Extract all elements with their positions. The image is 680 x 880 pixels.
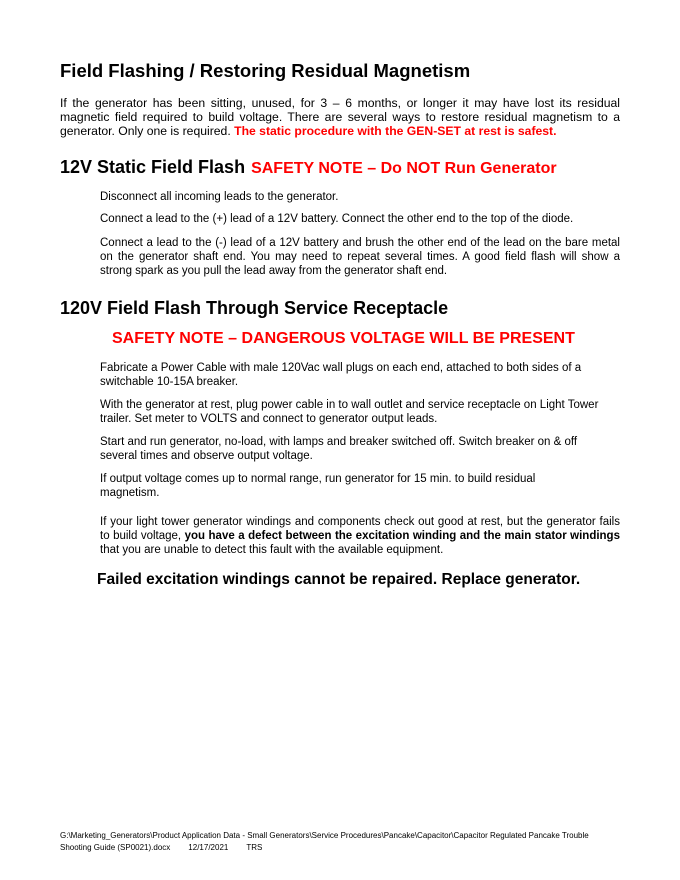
page-title: Field Flashing / Restoring Residual Magnetism xyxy=(60,60,471,81)
step-120v-4: If output voltage comes up to normal range, run generator for 15 min. to build residual magnetism. xyxy=(100,473,536,499)
intro-text: If the generator has been sitting, unused, for 3 – 6 months, or longer it may have lost its residual magnetic field required to build voltage. There are several ways to restore residual magnetism to a generator. Only one is required. xyxy=(60,96,620,138)
section-heading-120v: 120V Field Flash Through Service Receptacle xyxy=(60,298,449,318)
intro-highlight: The static procedure with the GEN-SET at rest is safest. xyxy=(234,124,557,138)
footer-date: 12/17/2021 xyxy=(188,843,229,852)
conclusion: Failed excitation windings cannot be repaired. Replace generator. xyxy=(97,571,581,588)
section-heading-12v-text: 12V Static Field Flash xyxy=(60,157,246,177)
step-120v-2: With the generator at rest, plug power cable in to wall outlet and service receptacle on Light Tower trailer. Set meter to VOLTS and connect to generator output leads. xyxy=(100,399,599,425)
section-heading-12v xyxy=(60,157,557,178)
step-120v-3: Start and run generator, no-load, with lamps and breaker switched off. Switch breaker on & off several times and observe output voltage. xyxy=(100,436,578,462)
footer-initials: TRS xyxy=(246,843,263,852)
safety-note-12v: SAFETY NOTE – Do NOT Run Generator xyxy=(251,160,557,177)
defect-text-post: that you are unable to detect this fault with the available equipment. xyxy=(100,544,444,556)
defect-paragraph xyxy=(100,515,620,557)
step-12v-2: Connect a lead to the (+) lead of a 12V battery. Connect the other end to the top of the diode. xyxy=(100,213,574,225)
step-12v-1: Disconnect all incoming leads to the generator. xyxy=(100,191,339,203)
step-12v-3: Connect a lead to the (-) lead of a 12V battery and brush the other end of the lead on the bare metal on the generator shaft end. You may need to repeat several times. A good field flash will show a strong spark as you pull the lead away from the generator shaft end. xyxy=(100,237,620,277)
defect-text-pre: If your light tower generator windings and components check out good at rest, but the generator fails to build voltage, xyxy=(100,516,620,542)
footer-path: G:\Marketing_Generators\Product Application Data - Small Generators\Service Procedures\Pancake\Capacitor\Capacitor Regulated Pancake Trouble Shooting Guide (SP0021).docx xyxy=(60,831,589,852)
footer xyxy=(60,830,620,854)
defect-text-bold: you have a defect between the excitation winding and the main stator windings xyxy=(184,530,620,542)
step-120v-1: Fabricate a Power Cable with male 120Vac wall plugs on each end, attached to both sides of a switchable 10-15A breaker. xyxy=(100,362,582,388)
intro-paragraph xyxy=(60,96,620,138)
safety-note-120v: SAFETY NOTE – DANGEROUS VOLTAGE WILL BE PRESENT xyxy=(112,330,575,347)
